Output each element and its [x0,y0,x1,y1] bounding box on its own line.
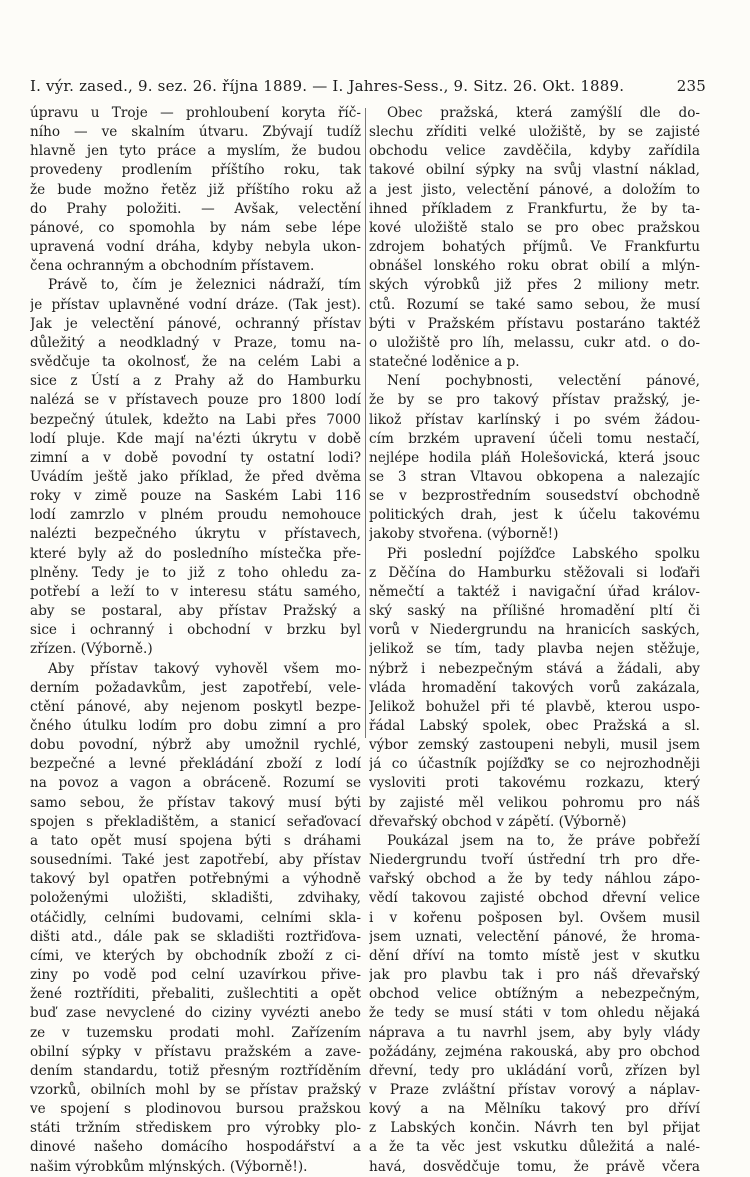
page-number: 235 [676,77,706,95]
text-line: i v kořenu pošposen byl. Ovšem musil [369,909,700,926]
text-line: ský saský na přílišné hromadění pltí či [369,603,700,620]
text-line: nalézá se v přístavech pouze pro 1800 lodí [30,392,361,409]
text-line: Není pochybnosti, velectění pánové, [387,373,700,390]
text-line: lodí pluje. Kde mají na'ézti úkrytu v době [30,430,361,447]
text-line: z Labských končin. Návrh ten byl přijat [369,1120,700,1137]
text-line: dením standardu, totiž přesným roztříděním [30,1062,361,1079]
text-line: sice z Ústí a z Prahy až do Hamburku [30,373,361,390]
text-line: je přístav uplavněné vodní dráze. (Tak jest). [30,296,361,313]
text-line: slechu zříditi velké uložiště, by se zajisté [369,124,700,141]
text-line: a jest jisto, velectění pánové, a doložím to [369,181,700,198]
text-line: samo sebou, že přístav takový musí býti [30,794,361,811]
text-line: němečtí a taktéž i navigační úřad králov- [369,583,700,600]
text-line: z Děčína do Hamburku stěžovali si loďaři [369,564,700,581]
text-line: důležitý a neodkladný v Praze, tomu na- [30,334,361,351]
text-line: ihned příkladem z Frankfurtu, že by ta- [369,200,700,217]
text-line: zdrojem bohatých příjmů. Ve Frankfurtu [369,239,700,256]
text-line: Jelikož bohužel při té plavbě, kterou uspo- [369,698,700,715]
text-line: na povoz a vagon a obráceně. Rozumí se [30,775,361,792]
text-line: vzorků, obilních mohl by se přístav pražský [30,1081,361,1098]
text-line: do Prahy položiti. — Avšak, velectění [30,200,361,217]
text-line: upravená vodní dráha, kdyby nebyla ukon- [30,239,361,256]
text-line: cími, ve kterých by obchodník zboží z ci- [30,947,361,964]
text-line: vysloviti proti takovému rozkazu, který [369,775,700,792]
text-line: náprava a tu navrhl jsem, aby byly vlády [369,1024,700,1041]
text-line: dřevařský obchod v zápětí. (Výborně) [369,813,627,830]
text-line: Obec pražská, která zamýšlí dle do- [387,105,700,121]
text-line: položenými uložišti, skladišti, zdvihaky, [30,890,361,907]
text-line: býti v Pražském přístavu postaráno taktéž [369,315,700,332]
text-line: řádal Labský spolek, obec Pražská a sl. [369,718,700,734]
text-line: úpravu u Troje — prohloubení koryta říč- [30,105,361,121]
text-line: spojen s překladištěm, a stanicí seřaďovací [30,813,361,830]
text-line: vláda hromadění takových vorů zakázala, [369,679,700,696]
text-line: které byly až do posledního místečka pře- [30,545,361,562]
text-line: Jak je velectění pánové, ochranný přístav [30,315,361,332]
text-line: likož přístav karlínský i po svém žádou- [369,411,700,428]
text-line: ských výrobků již přes 2 miliony metr. [369,277,700,294]
text-line: dišti atd., dále pak se skladišti roztřiďova- [30,928,361,945]
text-line: ctů. Rozumí se také samo sebou, že musí [369,296,700,313]
text-line: politických drah, jest k účelu takovému [369,507,700,524]
text-line: kový a na Mělníku takový pro dříví [369,1101,700,1118]
text-line: aby se postaral, aby přístav Pražský a [30,603,361,620]
text-line: že by se pro takový přístav pražský, je- [369,392,700,409]
text-line: našim výrobkům mlýnských. (Výborně!). [30,1158,308,1175]
text-line: Poukázal jsem na to, že práve pobřeží [387,832,700,849]
text-line: derním požadavkům, jest zapotřebí, vele- [30,679,361,696]
text-line: že bude možno řetěz již příštího roku až [30,181,361,198]
text-line: obilní sýpky v přístavu pražském a zave- [30,1043,361,1060]
text-line: hlavně jen tyto práce a myslím, že budou [30,143,361,160]
text-line: obchodu velice zavděčila, kdyby zařídila [369,143,700,160]
text-line: zřízen. (Výborně.) [30,641,153,658]
text-line: Aby přístav takový vyhověl všem mo- [48,660,361,677]
text-line: vědí takovou zajisté obchod dřevní velice [369,890,700,907]
text-line: pánové, co spomohla by nám sebe lépe [30,219,361,236]
running-head-text: I. výr. zased., 9. sez. 26. října 1889. — I. Jahres-Sess., 9. Sitz. 26. Okt. 1889. [30,77,625,95]
text-line: takové obilní sýpky na svůj vlastní náklad, [369,162,700,179]
left-column [30,104,361,1177]
text-line: ze v tuzemsku prodati mohl. Zařízením [30,1024,361,1041]
text-line: že tedy se musí státi v tom ohledu nějaká [369,1005,700,1022]
text-line: ctění pánové, aby nejenom poskytl bezpe- [30,698,361,715]
text-line: potřebí a leží to v interesu státu samého, [30,583,361,600]
text-line: dřevní, tedy pro ukládání vorů, zřízen byl [369,1062,700,1079]
running-head [30,77,706,95]
text-line: lodí zamrzlo v plném proudu nemohouce [30,507,361,524]
text-line: dění dříví na tomto místě jest v skutku [369,947,700,964]
column-divider [365,108,366,738]
text-line: roky v zimě pouze na Saském Labi 116 [30,488,361,505]
text-line: bezpečné a levné překládání zboží z lodí [30,756,361,773]
text-line: nejlépe hodila pláň Holešovická, která jsouc [369,449,700,466]
text-line: požádány, zejména rakouská, aby pro obchod [369,1043,700,1060]
text-line: o uložiště pro líh, melassu, cukr atd. o do- [369,334,700,351]
text-line: se v bezprostředním sousedství obchodně [369,488,700,505]
text-line: čena ochranným a obchodním přístavem. [30,258,315,275]
text-line: obnášel lonského roku obrat obilí a mlýn- [369,258,700,275]
text-line: provedeny prodlením příštího roku, tak [30,162,361,179]
text-line: plněny. Tedy je to již z toho ohledu za- [30,564,361,581]
text-line: jakoby stvořena. (výborně!) [369,526,559,543]
text-line: se 3 stran Vltavou obkopena a nalezajíc [369,468,700,485]
text-line: Niedergrundu tvoří ústřední trh pro dře- [369,852,700,869]
text-line: dinové našeho domácího hospodářství a [30,1139,361,1156]
text-line: havá, dosvědčuje tomu, že právě včera [369,1158,700,1175]
text-line: státi tržním střediskem pro výrobky plo- [30,1120,361,1137]
text-line: a že ta věc jest vskutku důležitá a nalé- [369,1139,700,1156]
text-line: takový byl opatřen potřebnými a výhodně [30,871,361,888]
text-line: v Praze zvláštní přístav vorový a náplav- [369,1081,700,1098]
text-line: jak pro plavbu tak i pro náš dřevařský [369,967,700,984]
text-line: čného útulku lodím pro dobu zimní a pro [30,718,361,734]
text-line: ve spojení s plodinovou bursou pražskou [30,1101,361,1118]
right-column [369,104,700,1177]
text-line: dobu povodní, nýbrž aby umožnil rychlé, [30,737,361,754]
text-line: žené roztříditi, přebaliti, zušlechtiti a opět [30,986,361,1003]
text-line: svědčuje ta okolnosť, že na celém Labi a [30,354,361,371]
text-line: obchod velice obtížným a nebezpečným, [369,986,700,1003]
text-line: sice i ochranný i obchodní v brzku byl [30,622,361,639]
text-line: jsem uznati, velectění pánové, že hroma- [369,928,700,945]
text-line: výbor zemský zastoupeni nebyli, musil jsem [369,737,700,754]
text-line: vařský obchod a že by tedy náhlou zápo- [369,871,700,888]
text-line: zimní a v době povodní ty ostatní lodi? [30,449,361,466]
text-line: bezpečný útulek, kdežto na Labi přes 7000 [30,411,361,428]
text-line: nýbrž i nebezpečným stává a žádali, aby [369,660,700,677]
text-line: buď zase nevyclené do ciziny vyvézti anebo [30,1005,361,1022]
text-columns [30,104,700,1175]
text-line: otáčidly, celními budovami, celními skla- [30,909,361,926]
text-line: cím brzkém upravení účeli tomu nestačí, [369,430,700,447]
text-line: jelikož se tím, tady plavba nejen stěžuje, [369,641,700,658]
text-line: Uvádím ještě jako příklad, že před dvěma [30,468,361,485]
text-line: ního — ve skalním útvaru. Zbývají tudíž [30,124,361,141]
text-line: já co účastník pojížďky se co nejrozhodněji [369,756,700,773]
text-line: ziny po vodě pod celní uzavírkou přive- [30,967,361,984]
text-line: sousedními. Také jest zapotřebí, aby přístav [30,852,361,869]
text-line: nalézti bezpečného úkrytu v přístavech, [30,526,361,543]
text-line: statečné loděnice a p. [369,354,520,371]
text-line: Při poslední pojížďce Labského spolku [387,545,700,562]
text-line: Právě to, čím je železnici nádraží, tím [48,277,361,294]
text-line: vorů v Niedergrundu na hranicích saských, [369,622,700,639]
text-line: by zajisté měl velikou pohromu pro náš [369,794,700,811]
text-line: kové uložiště stalo se pro obec pražskou [369,219,700,236]
text-line: a tato opět musí spojena býti s dráhami [30,832,361,849]
